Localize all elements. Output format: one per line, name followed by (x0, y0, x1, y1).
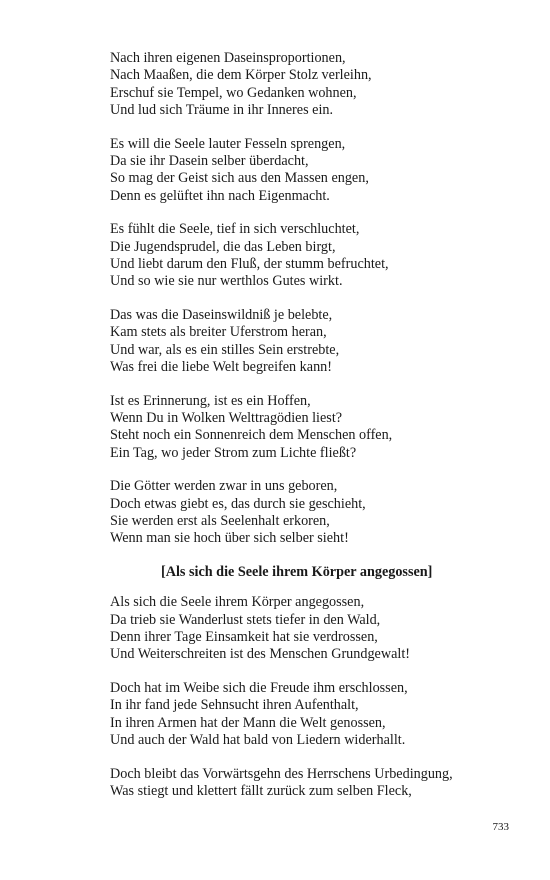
stanza (110, 50, 520, 119)
stanza (110, 136, 520, 205)
verse-line: Steht noch ein Sonnenreich dem Menschen offen, (110, 427, 393, 444)
verse-line: Nach ihren eigenen Daseinsproportionen, (110, 50, 346, 66)
page-number: 733 (492, 821, 509, 833)
verse-line: Es fühlt die Seele, tief in sich verschluchtet, (110, 221, 360, 238)
verse-line: Und liebt darum den Fluß, der stumm befruchtet, (110, 255, 389, 272)
verse-line: Die Götter werden zwar in uns geboren, (110, 478, 338, 495)
verse-line: In ihren Armen hat der Mann die Welt genossen, (110, 714, 386, 731)
verse-line: Denn es gelüftet ihn nach Eigenmacht. (110, 187, 330, 204)
stanza (110, 680, 520, 749)
verse-line: Doch etwas giebt es, das durch sie geschieht, (110, 495, 366, 512)
verse-line: Und Weiterschreiten ist des Menschen Grundgewalt! (110, 646, 410, 663)
verse-line: Was frei die liebe Welt begreifen kann! (110, 358, 332, 375)
verse-line: Da sie ihr Dasein selber überdacht, (110, 152, 309, 169)
verse-line: Kam stets als breiter Uferstrom heran, (110, 324, 327, 341)
verse-line: Es will die Seele lauter Fesseln sprengen, (110, 135, 346, 152)
verse-line: Sie werden erst als Seelenhalt erkoren, (110, 513, 330, 530)
verse-line: In ihr fand jede Sehnsucht ihren Aufenthalt, (110, 697, 359, 714)
verse-line: Denn ihrer Tage Einsamkeit hat sie verdrossen, (110, 629, 378, 646)
page-body (110, 50, 520, 817)
verse-line: Wenn Du in Wolken Welttragödien liest? (110, 410, 343, 427)
verse-line: So mag der Geist sich aus den Massen engen, (110, 170, 369, 187)
stanza (110, 594, 520, 663)
verse-line: Und auch der Wald hat bald von Liedern widerhallt. (110, 732, 406, 748)
verse-line: Und so wie sie nur werthlos Gutes wirkt. (110, 273, 343, 290)
verse-line: Was stiegt und klettert fällt zurück zum selben Fleck, (110, 783, 412, 800)
verse-line: Da trieb sie Wanderlust stets tiefer in den Wald, (110, 611, 381, 628)
stanza (110, 766, 520, 801)
poem-continuation (110, 50, 520, 548)
verse-line: Nach Maaßen, die dem Körper Stolz verleihn, (110, 67, 372, 84)
verse-line: Die Jugendsprudel, die das Leben birgt, (110, 238, 336, 255)
verse-line: Erschuf sie Tempel, wo Gedanken wohnen, (110, 84, 357, 101)
verse-line: Doch hat im Weibe sich die Freude ihm erschlossen, (110, 680, 408, 697)
verse-line: Als sich die Seele ihrem Körper angegossen, (110, 594, 365, 611)
verse-line: Ist es Erinnerung, ist es ein Hoffen, (110, 392, 311, 409)
stanza (110, 478, 520, 547)
verse-line: Ein Tag, wo jeder Strom zum Lichte fließt? (110, 444, 357, 461)
verse-line: Doch bleibt das Vorwärtsgehn des Herrschens Urbedingung, (110, 765, 453, 782)
stanza (110, 307, 520, 376)
verse-line: Wenn man sie hoch über sich selber sieht! (110, 530, 349, 547)
stanza (110, 393, 520, 462)
verse-line: Und war, als es ein stilles Sein erstrebte, (110, 341, 340, 358)
verse-line: Und lud sich Träume in ihr Inneres ein. (110, 101, 334, 118)
poem-title: [Als sich die Seele ihrem Körper angegossen] (161, 564, 433, 581)
poem-als-sich-die-seele (110, 564, 520, 800)
stanza (110, 221, 520, 290)
verse-line: Das was die Daseinswildniß je belebte, (110, 307, 333, 324)
